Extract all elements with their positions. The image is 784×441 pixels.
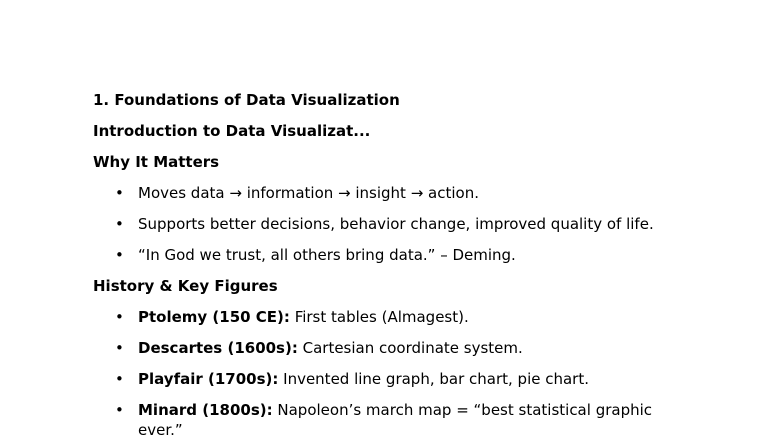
figure-name: Minard (1800s): [138, 401, 273, 419]
why-list [93, 183, 693, 265]
bullet-icon: • [115, 308, 124, 326]
list-item-text [138, 338, 678, 358]
figure-name: Ptolemy (150 CE): [138, 308, 290, 326]
list-item [93, 214, 693, 234]
list-item [93, 369, 693, 389]
list-item-text: Supports better decisions, behavior change, improved quality of life. [138, 215, 654, 233]
figure-description: Napoleon’s march map = “best statistical graphic ever.” [138, 401, 653, 439]
list-item [93, 183, 693, 203]
list-item [93, 400, 693, 440]
list-item [93, 245, 693, 265]
list-item [93, 338, 693, 358]
list-item-text [138, 400, 678, 440]
intro-heading: Introduction to Data Visualizat... [93, 122, 371, 140]
list-item-text: Moves data → information → insight → action. [138, 184, 479, 202]
figure-name: Playfair (1700s): [138, 370, 279, 388]
section-heading: 1. Foundations of Data Visualization [93, 91, 400, 109]
why-heading: Why It Matters [93, 153, 220, 171]
history-heading: History & Key Figures [93, 277, 278, 295]
figure-description: First tables (Almagest). [289, 308, 469, 326]
document-content [93, 90, 693, 440]
figure-description: Cartesian coordinate system. [297, 339, 523, 357]
list-item-text [138, 307, 678, 327]
bullet-icon: • [115, 401, 124, 419]
bullet-icon: • [115, 370, 124, 388]
bullet-icon: • [115, 246, 124, 264]
bullet-icon: • [115, 184, 124, 202]
list-item [93, 307, 693, 327]
history-list [93, 307, 693, 440]
list-item-text: “In God we trust, all others bring data.” – Deming. [138, 246, 516, 264]
bullet-icon: • [115, 215, 124, 233]
bullet-icon: • [115, 339, 124, 357]
list-item-text [138, 369, 678, 389]
figure-name: Descartes (1600s): [138, 339, 298, 357]
figure-description: Invented line graph, bar chart, pie chart. [278, 370, 589, 388]
